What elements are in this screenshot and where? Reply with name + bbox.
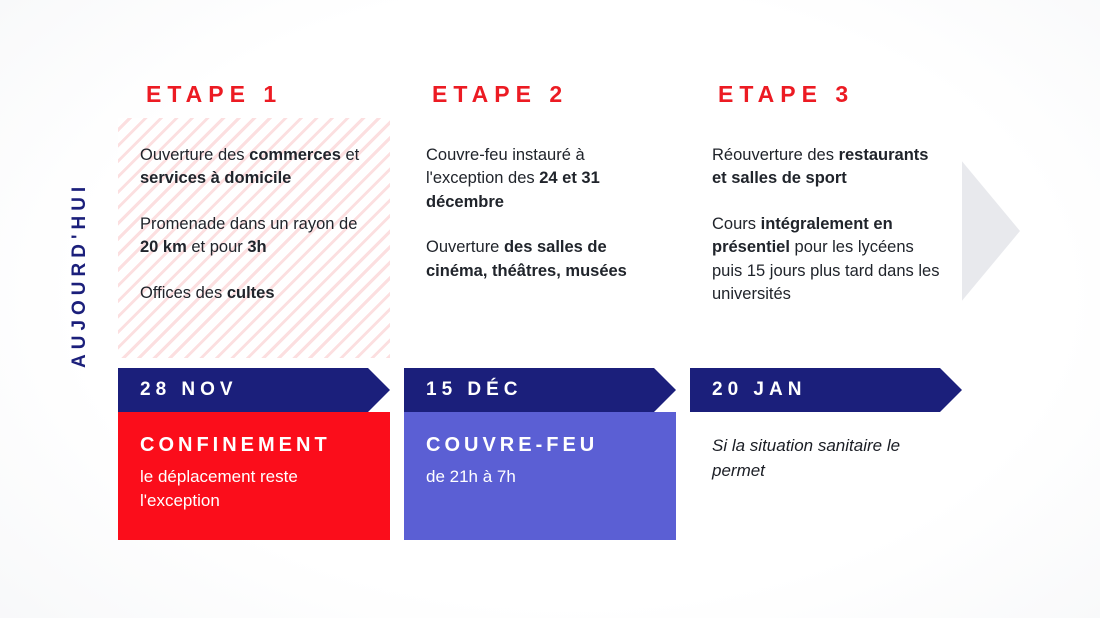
step-1-paragraph-3: [140, 282, 368, 305]
text-run: Promenade dans un rayon de: [140, 214, 358, 233]
text-run: Ouverture: [426, 238, 504, 257]
step-column-3: [690, 70, 976, 540]
steps-container: [118, 70, 1018, 540]
step-3-card: [690, 118, 962, 358]
step-2-date-banner: [404, 368, 676, 412]
text-run-bold: 20 km: [140, 238, 187, 257]
step-3-date-banner: [690, 368, 962, 412]
today-label: AUJOURD'HUI: [69, 181, 90, 369]
text-run-bold: 3h: [247, 238, 267, 257]
step-1-paragraph-1: [140, 144, 368, 191]
text-run: Cours: [712, 214, 761, 233]
text-run: et: [340, 146, 360, 164]
step-2-footer: [404, 412, 676, 540]
step-1-card: [118, 118, 390, 358]
step-3-paragraph-2: [712, 213, 940, 307]
text-run-bold: intégralement en présentiel: [712, 214, 893, 257]
step-2-paragraph-2: [426, 236, 654, 283]
text-run-bold: cultes: [226, 283, 275, 302]
text-run: Réouverture des: [712, 146, 839, 164]
step-column-2: [404, 70, 690, 540]
step-3-footer-note: Si la situation sanitaire le permet: [712, 436, 901, 480]
step-3-date: 20 JAN: [712, 379, 807, 400]
text-run-bold: commerces: [249, 146, 341, 164]
step-2-title: ETAPE 2: [432, 81, 569, 107]
step-1-paragraph-2: [140, 213, 368, 260]
text-run: Ouverture des: [140, 146, 250, 164]
text-run-bold: services à domicile: [140, 169, 292, 188]
step-1-footer-title: CONFINEMENT: [140, 434, 331, 456]
text-run-bold: restaurants et salles de sport: [712, 146, 929, 188]
step-2-footer-title: COUVRE-FEU: [426, 434, 599, 456]
step-3-title: ETAPE 3: [718, 81, 855, 107]
step-2-card: [404, 118, 676, 358]
step-1-footer-sub: le déplacement reste l'exception: [140, 467, 298, 510]
text-run: Offices des: [140, 283, 227, 302]
text-run-bold: 24 et 31 décembre: [426, 169, 600, 211]
text-run: pour les lycéens puis 15 jours plus tard dans les universités: [712, 238, 940, 304]
step-3-paragraph-1: [712, 144, 940, 191]
step-column-1: [118, 70, 404, 540]
step-1-title: ETAPE 1: [146, 81, 283, 107]
step-1-footer: [118, 412, 390, 540]
text-run: et pour: [186, 238, 248, 257]
text-run-bold: des salles de cinéma, théâtres, musées: [426, 238, 627, 280]
step-1-date: 28 NOV: [140, 379, 238, 400]
step-2-paragraph-1: [426, 144, 654, 214]
step-1-date-banner: [118, 368, 390, 412]
step-3-footer: [690, 412, 962, 540]
step-2-footer-sub: de 21h à 7h: [426, 467, 516, 486]
text-run: Couvre-feu instauré à l'exception des: [426, 146, 585, 188]
step-2-date: 15 DÉC: [426, 379, 523, 400]
